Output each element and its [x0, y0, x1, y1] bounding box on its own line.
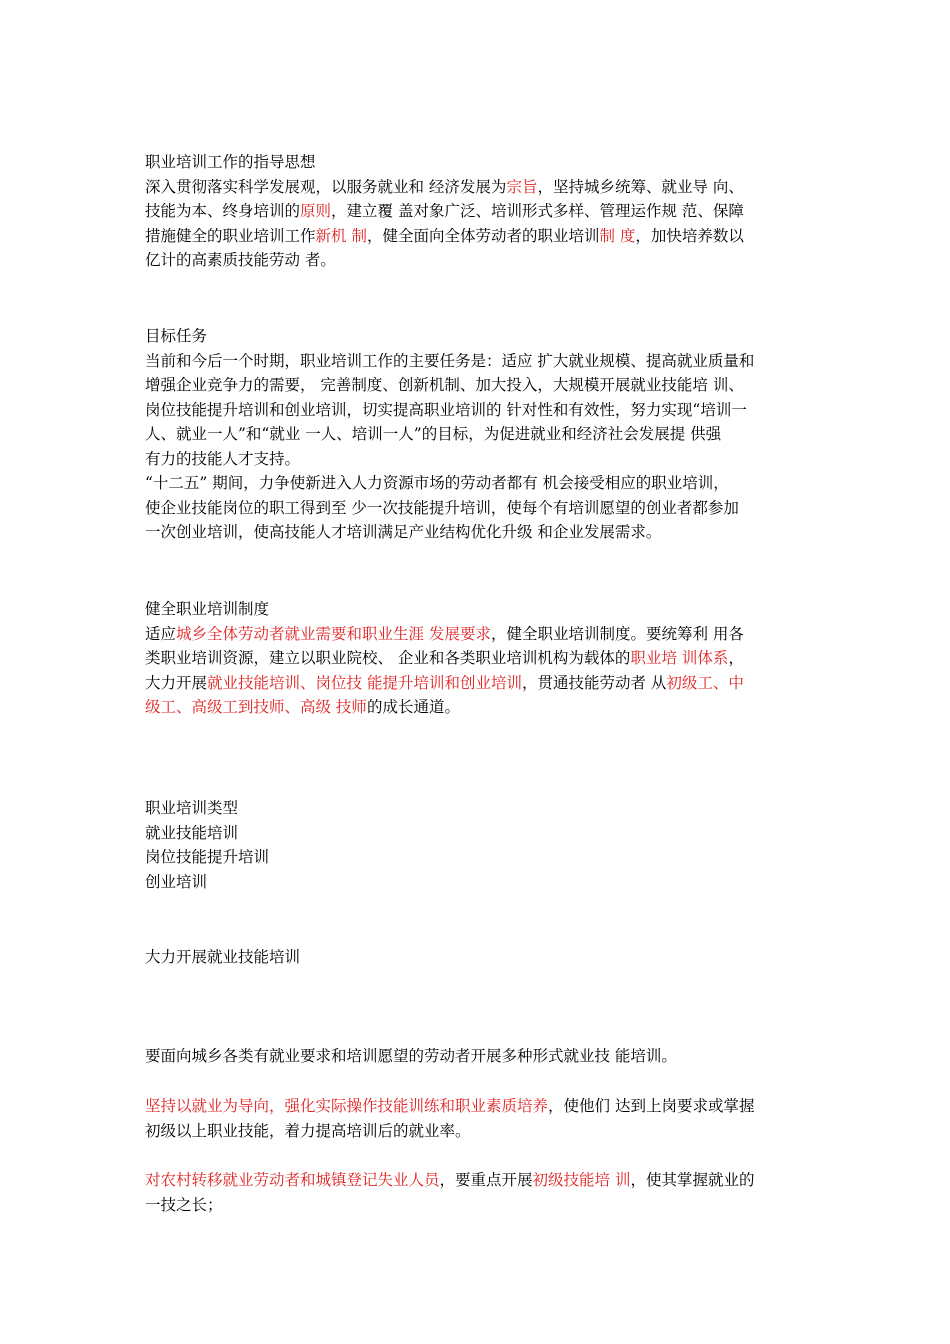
text-segment: ，	[728, 649, 744, 667]
section-heading: 大力开展就业技能培训	[145, 948, 301, 966]
text-line	[145, 175, 810, 200]
section-develop	[145, 945, 810, 970]
text-segment: 人、就业一人”和“就业 一人、培训一人”的目标，为促进就业和经济社会发展提 供强	[145, 425, 722, 443]
text-segment: 有力的技能人才支持。	[145, 449, 301, 468]
text-line	[145, 821, 810, 846]
paragraph-1	[145, 1044, 810, 1069]
text-segment: ，建立覆 盖对象广泛、培训形式多样、管理运作规 范、保障	[331, 202, 744, 220]
section-heading: 职业培训工作的指导思想	[145, 153, 316, 171]
text-line	[145, 447, 810, 472]
text-segment: ，健全面向全体劳动者的职业培训	[366, 226, 600, 245]
text-segment: 创业培训	[145, 872, 208, 891]
text-segment: 一技之长；	[145, 1195, 223, 1214]
text-line	[145, 1193, 810, 1218]
text-segment: 岗位技能提升培训	[145, 848, 270, 866]
text-segment: 一次创业培训，使高技能人才培训满足产业结构优化升级 和企业发展需求。	[145, 523, 662, 541]
text-line	[145, 199, 810, 224]
text-line	[145, 496, 810, 521]
text-line	[145, 1168, 810, 1193]
text-line	[145, 224, 810, 249]
text-segment: 岗位技能提升培训和创业培训，切实提高职业培训的 针对性和有效性，努力实现“培训一	[145, 400, 747, 419]
text-line	[145, 1094, 810, 1119]
highlighted-text: 原则	[300, 202, 332, 220]
text-line	[145, 373, 810, 398]
section-goals	[145, 324, 810, 545]
text-segment: ，贯通技能劳动者 从	[521, 673, 667, 692]
text-segment: 类职业培训资源，建立以职业院校、 企业和各类职业培训机构为载体的	[145, 649, 631, 667]
section-heading: 职业培训类型	[145, 799, 239, 817]
paragraph-3	[145, 1168, 810, 1217]
text-segment: 深入贯彻落实科学发展观，以服务就业和 经济发展为	[145, 177, 507, 196]
text-segment: ，要重点开展	[439, 1171, 533, 1189]
text-line	[145, 845, 810, 870]
text-segment: 要面向城乡各类有就业要求和培训愿望的劳动者开展多种形式就业技 能培训。	[145, 1047, 677, 1065]
highlighted-text: 级工、高级工到技师、高级 技师	[145, 698, 367, 716]
text-line	[145, 695, 810, 720]
section-guiding	[145, 150, 810, 273]
highlighted-text: 初级工、中	[666, 673, 744, 692]
text-line	[145, 646, 810, 671]
section-types	[145, 796, 810, 894]
text-line	[145, 870, 810, 895]
highlighted-text: 职业培 训体系	[630, 649, 729, 667]
paragraph-2	[145, 1094, 810, 1143]
text-segment: 大力开展	[145, 673, 208, 692]
text-segment: ，使其掌握就业的	[630, 1171, 755, 1189]
text-line	[145, 349, 810, 374]
text-segment: 亿计的高素质技能劳动 者。	[145, 251, 336, 269]
highlighted-text: 城乡全体劳动者就业需要和职业生涯 发展要求	[176, 624, 491, 643]
text-segment: 适应	[145, 624, 177, 643]
text-segment: 当前和今后一个时期，职业培训工作的主要任务是：适应 扩大就业规模、提高就业质量和	[145, 351, 755, 370]
highlighted-text: 就业技能培训、岗位技 能提升培训和创业培训	[207, 673, 522, 692]
text-segment: 使企业技能岗位的职工得到至 少一次技能提升培训，使每个有培训愿望的创业者都参加	[145, 498, 739, 517]
text-line	[145, 422, 810, 447]
text-segment: ，坚持城乡统筹、就业导 向、	[537, 177, 744, 196]
text-segment: 增强企业竞争力的需要， 完善制度、创新机制、加大投入，大规模开展就业技能培 训、	[145, 376, 744, 394]
text-segment: ，健全职业培训制度。要统筹利 用各	[490, 624, 744, 643]
highlighted-text: 制 度	[599, 226, 636, 245]
highlighted-text: 对农村转移就业劳动者和城镇登记失业人员	[145, 1171, 440, 1189]
text-segment: 就业技能培训	[145, 823, 239, 842]
text-line	[145, 248, 810, 273]
text-segment: 措施健全的职业培训工作	[145, 226, 316, 245]
text-segment: 的成长通道。	[366, 698, 460, 716]
text-segment: 初级以上职业技能，着力提高培训后的就业率。	[145, 1121, 471, 1140]
text-line	[145, 622, 810, 647]
highlighted-text: 初级技能培 训	[532, 1171, 631, 1189]
text-line	[145, 398, 810, 423]
text-line	[145, 1044, 810, 1069]
section-system	[145, 597, 810, 720]
highlighted-text: 新机 制	[315, 226, 367, 245]
text-line	[145, 520, 810, 545]
text-line	[145, 671, 810, 696]
text-line	[145, 471, 810, 496]
text-segment: 技能为本、终身培训的	[145, 202, 301, 220]
section-heading: 健全职业培训制度	[145, 600, 270, 618]
highlighted-text: 宗旨	[506, 177, 538, 196]
highlighted-text: 坚持以就业为导向，强化实际操作技能训练和职业素质培养	[145, 1097, 549, 1115]
section-heading: 目标任务	[145, 327, 208, 345]
text-line	[145, 1119, 810, 1144]
text-segment: ，加快培养数以	[635, 226, 744, 245]
text-segment: “十二五” 期间，力争使新进入人力资源市场的劳动者都有 机会接受相应的职业培训，	[145, 474, 729, 492]
text-segment: ，使他们 达到上岗要求或掌握	[548, 1097, 755, 1115]
